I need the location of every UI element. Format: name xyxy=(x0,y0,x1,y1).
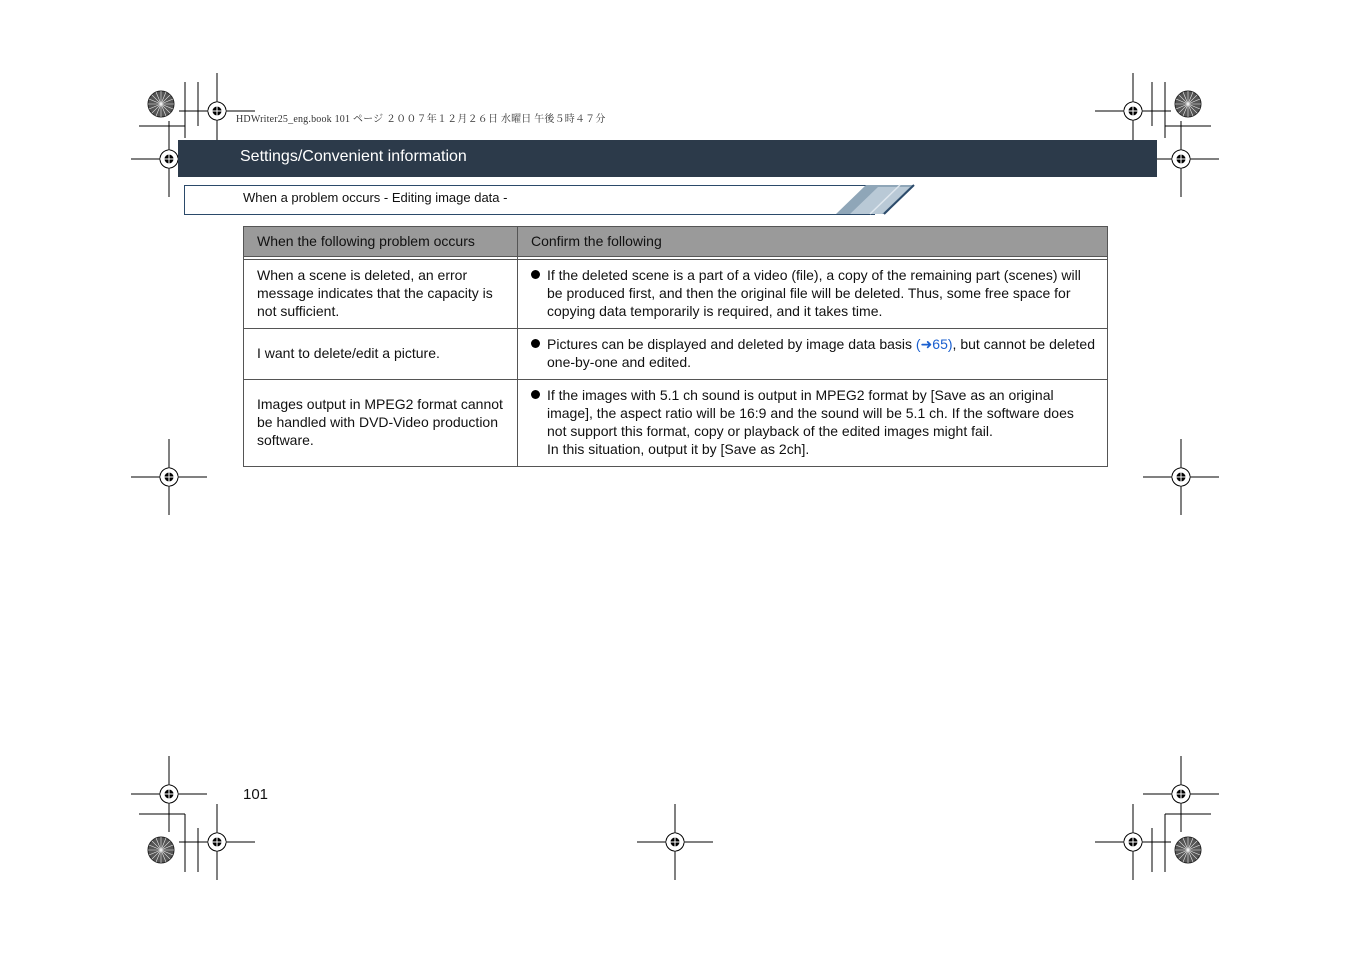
confirm-text: If the images with 5.1 ch sound is output in MPEG2 format by [Save as an original image], the aspect ratio will be 16:9 and the sound will be 5.1 ch. If the software does not support this format, copy or playback of the edited images might fail. xyxy=(547,387,1074,439)
bullet-icon xyxy=(531,390,540,399)
confirm-extra-text: In this situation, output it by [Save as 2ch]. xyxy=(547,441,810,457)
bullet-item xyxy=(531,266,1095,320)
problem-cell: I want to delete/edit a picture. xyxy=(244,329,518,380)
table-header-row xyxy=(244,227,1108,257)
bullet-item xyxy=(531,386,1095,458)
problem-table xyxy=(243,226,1108,467)
table-header-confirm: Confirm the following xyxy=(518,227,1108,257)
confirm-text: If the deleted scene is a part of a video (file), a copy of the remaining part (scenes) will be produced first, and then the original file will be deleted. Thus, some free space for copying data temporarily is required, and it takes time. xyxy=(547,267,1081,319)
bullet-icon xyxy=(531,270,540,279)
confirm-cell xyxy=(518,329,1108,380)
problem-cell: When a scene is deleted, an error message indicates that the capacity is not sufficient. xyxy=(244,260,518,329)
table-header-problem: When the following problem occurs xyxy=(244,227,518,257)
confirm-text-before: Pictures can be displayed and deleted by image data basis xyxy=(547,336,916,352)
table-row xyxy=(244,260,1108,329)
table-row xyxy=(244,329,1108,380)
table-row xyxy=(244,380,1108,467)
confirm-cell xyxy=(518,260,1108,329)
problem-cell: Images output in MPEG2 format cannot be handled with DVD-Video production software. xyxy=(244,380,518,467)
decorative-stripes xyxy=(830,184,920,216)
confirm-cell xyxy=(518,380,1108,467)
section-title: Settings/Convenient information xyxy=(240,148,467,165)
confirm-text-after: , but cannot be deleted one-by-one and edited. xyxy=(547,336,1095,370)
file-stamp: HDWriter25_eng.book 101 ページ ２００７年１２月２６日 水曜日 午後５時４７分 xyxy=(236,114,606,125)
sub-header-title: When a problem occurs - Editing image data - xyxy=(243,190,508,205)
page-reference-link[interactable]: (➜65) xyxy=(915,336,953,352)
bullet-item xyxy=(531,335,1095,371)
page-number: 101 xyxy=(243,786,269,803)
bullet-icon xyxy=(531,339,540,348)
